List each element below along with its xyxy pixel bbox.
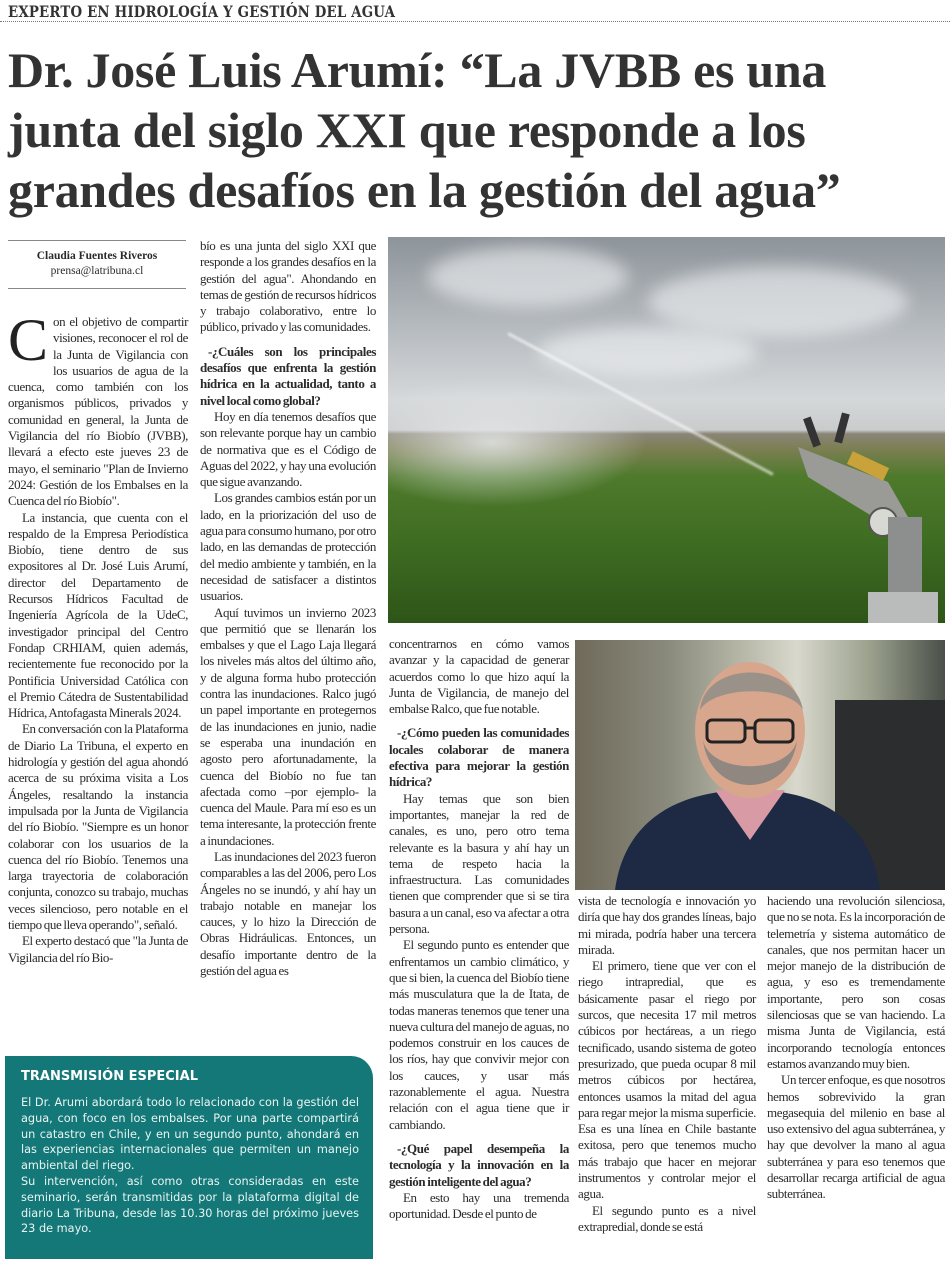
- article-paragraph: Aquí tuvimos un invierno 2023 que permitió que se llenarán los embalses y que el Lago Laja llegará los niveles más altos del último año, y de alguna forma hubo protección contra las inundaciones. Ralco jugó un papel importante en protegernos de las inundaciones en junio, nadie se esperaba una inundación en agosto pero afortunadamente, la cuenca del Biobío no fue tan afectada como –por ejemplo- la cuenca del Maule. Para mí eso es un tema interesante, la protección frente a inundaciones.: [200, 604, 376, 848]
- irrigation-field-photo: [388, 237, 945, 623]
- article-paragraph: La instancia, que cuenta con el respaldo de la Empresa Periodística Biobío, tiene dentro de sus expositores al Dr. José Luis Arumí, director del Departamento de Recursos Hídricos Facultad de Ingeniería Agrícola de la UdeC, investigador principal del Centro Fondap CRHIAM, quien además, recientemente fue reconocido por la Pontificia Universidad Católica con el Premio Cátedra de Sustentabilidad Hídrica, Antofagasta Minerals 2024.: [8, 509, 188, 721]
- article-column-1: [8, 307, 188, 966]
- kicker-divider: [0, 21, 950, 22]
- section-kicker: EXPERTO EN HIDROLOGÍA Y GESTIÓN DEL AGUA: [8, 2, 396, 21]
- interview-question: -¿Cómo pueden las comunidades locales colaborar de manera efectiva para mejorar la gestión hídrica?: [389, 725, 569, 790]
- headline: Dr. José Luis Arumí: “La JVBB es una junta del siglo XXI que responde a los grandes desafíos en la gestión del agua”: [8, 42, 841, 218]
- article-paragraph: El primero, tiene que ver con el riego intrapredial, que es básicamente pasar el riego por surcos, que necesita 17 mil metros cúbicos por hectáreas, a un riego tecnificado, usando sistema de goteo presurizado, que pueda ocupar 8 mil metros cúbicos por hectárea, entonces usamos la mitad del agua para regar mejor la misma superficie. Esa es una línea en Chile bastante exitosa, pero que tenemos mucho más trabajo que hacer en mejorar instrumentos y controlar mejor el agua.: [578, 958, 756, 1202]
- byline-email: prensa@latribuna.cl: [50, 265, 144, 277]
- sidebar-paragraph: El Dr. Arumi abordará todo lo relacionado con la gestión del agua, con foco en los embalses. Por una parte compartirá un catastro en Chile, y en un segundo punto, ahondará en las experiencias internacionales que permiten un manejo ambiental del riego.: [21, 1096, 359, 1173]
- byline-author: Claudia Fuentes Riveros: [36, 250, 158, 262]
- article-paragraph: vista de tecnología e innovación yo diría que hay dos grandes líneas, bajo mi mirada, podría haber una tercera mirada.: [578, 893, 756, 957]
- byline: [8, 240, 186, 289]
- article-paragraph: Las inundaciones del 2023 fueron comparables a las del 2006, pero Los Ángeles no se inundó, y ahí hay un trabajo notable en manejar los cauces, y lo hizo la Dirección de Obras Hidráulicas. Entonces, un desafío importante dentro de la gestión del agua es: [200, 848, 376, 979]
- article-paragraph: El segundo punto es a nivel extrapredial, donde se está: [578, 1202, 756, 1234]
- sidebar-paragraph: Su intervención, así como otras consideradas en este seminario, serán transmitidas por la plataforma digital de diario La Tribuna, desde las 10.30 horas del próximo jueves 23 de mayo.: [21, 1174, 359, 1236]
- interview-question: -¿Cuáles son los principales desafíos que enfrenta la gestión hídrica en la actualidad, tanto a nivel local como global?: [200, 343, 376, 408]
- article-column-3: [389, 636, 569, 1222]
- article-paragraph: Hoy en día tenemos desafíos que son relevante porque hay un cambio de normativa que es el Código de Aguas del 2022, y hay una evolución que sigue avanzando.: [200, 408, 376, 490]
- lead-text: on el objetivo de compartir visiones, reconocer el rol de la Junta de Vigilancia con los usuarios de agua de la cuenca, como también con los organismos públicos, privados y comunidad en general, la Junta de Vigilancia del río Biobío (JVBB), llevará a efecto este jueves 23 de mayo, el seminario "Plan de Invierno 2024: Gestión de los Embalses en la Cuenca del río Biobío".: [8, 314, 188, 509]
- article-paragraph: El segundo punto es entender que enfrentamos un cambio climático, y que si bien, la cuenca del Biobío tiene más musculatura que la de Itata, de todas maneras tenemos que tener una nueva cultura del manejo de aguas, no podemos construir en los cauces de los ríos, hay que convivir mejor con los cauces, y usar más razonablemente el agua. Nuestra relación con el agua tiene que ir cambiando.: [389, 937, 569, 1132]
- article-column-5: [767, 893, 945, 1203]
- portrait-photo: [575, 640, 945, 890]
- article-paragraph: Un tercer enfoque, es que nosotros hemos sobrevivido la gran megasequia del milenio en base al uso extensivo del agua subterránea, y hay que devolver la mano al agua subterránea y para eso tenemos que desarrollar recarga artificial de agua subterránea.: [767, 1072, 945, 1202]
- article-paragraph: El experto destacó que "la Junta de Vigilancia del río Bio-: [8, 933, 188, 965]
- special-broadcast-box: [5, 1056, 373, 1259]
- article-paragraph: haciendo una revolución silenciosa, que no se nota. Es la incorporación de telemetría y sistema automático de canales, que nos permitan hacer un mejor manejo de la distribución de agua, y eso es tremendamente importante, pero son cosas silenciosas que se van haciendo. La misma Junta de Vigilancia, está incorporando tecnología entonces estamos avanzando muy bien.: [767, 893, 945, 1071]
- article-paragraph: bío es una junta del siglo XXI que responde a los grandes desafíos en la gestión del agua". Ahondando en temas de gestión de recursos hídricos y trabajo colaborativo, entre lo público, privado y las comunidades.: [200, 238, 376, 335]
- article-paragraph: [8, 307, 188, 510]
- article-paragraph: En conversación con la Plataforma de Diario La Tribuna, el experto en hidrología y gestión del agua ahondó acerca de su próxima visita a Los Ángeles, resaltando la instancia impulsada por la Junta de Vigilancia del río Biobío. "Siempre es un honor colaborar con los usuarios de la cuenca del río Biobío. Tenemos una larga trayectoria de colaboración conjunta, conozco su trabajo, muchas veces silencioso, pero notable en el tiempo que lleva operando", señaló.: [8, 721, 188, 932]
- portrait-figure: [575, 640, 945, 890]
- article-column-2: [200, 238, 376, 979]
- article-paragraph: Hay temas que son bien importantes, manejar la red de canales, es uno, pero otro tema relevante es la basura y ahí hay un tema de respeto hacia la infraestructura. Las comunidades tienen que comprender que si se tira basura a un canal, eso va afectar a otra persona.: [389, 790, 569, 937]
- article-paragraph: Los grandes cambios están por un lado, en la priorización del uso de agua para consumo humano, por otro lado, en las demandas de protección del medio ambiente y también, en la necesidad de satisfacer a distintos usuarios.: [200, 490, 376, 604]
- article-paragraph: En esto hay una tremenda oportunidad. Desde el punto de: [389, 1189, 569, 1222]
- article-paragraph: concentrarnos en cómo vamos avanzar y la capacidad de generar acuerdos como lo que hizo aquí la Junta de Vigilancia, de manejo del embalse Ralco, que fue notable.: [389, 636, 569, 717]
- sidebar-title: TRANSMISIÓN ESPECIAL: [21, 1069, 198, 1084]
- article-column-4: [578, 893, 756, 1235]
- drop-cap: C: [8, 307, 49, 373]
- sprinkler-icon: [788, 407, 938, 623]
- interview-question: -¿Qué papel desempeña la tecnología y la innovación en la gestión inteligente del agua?: [389, 1140, 569, 1189]
